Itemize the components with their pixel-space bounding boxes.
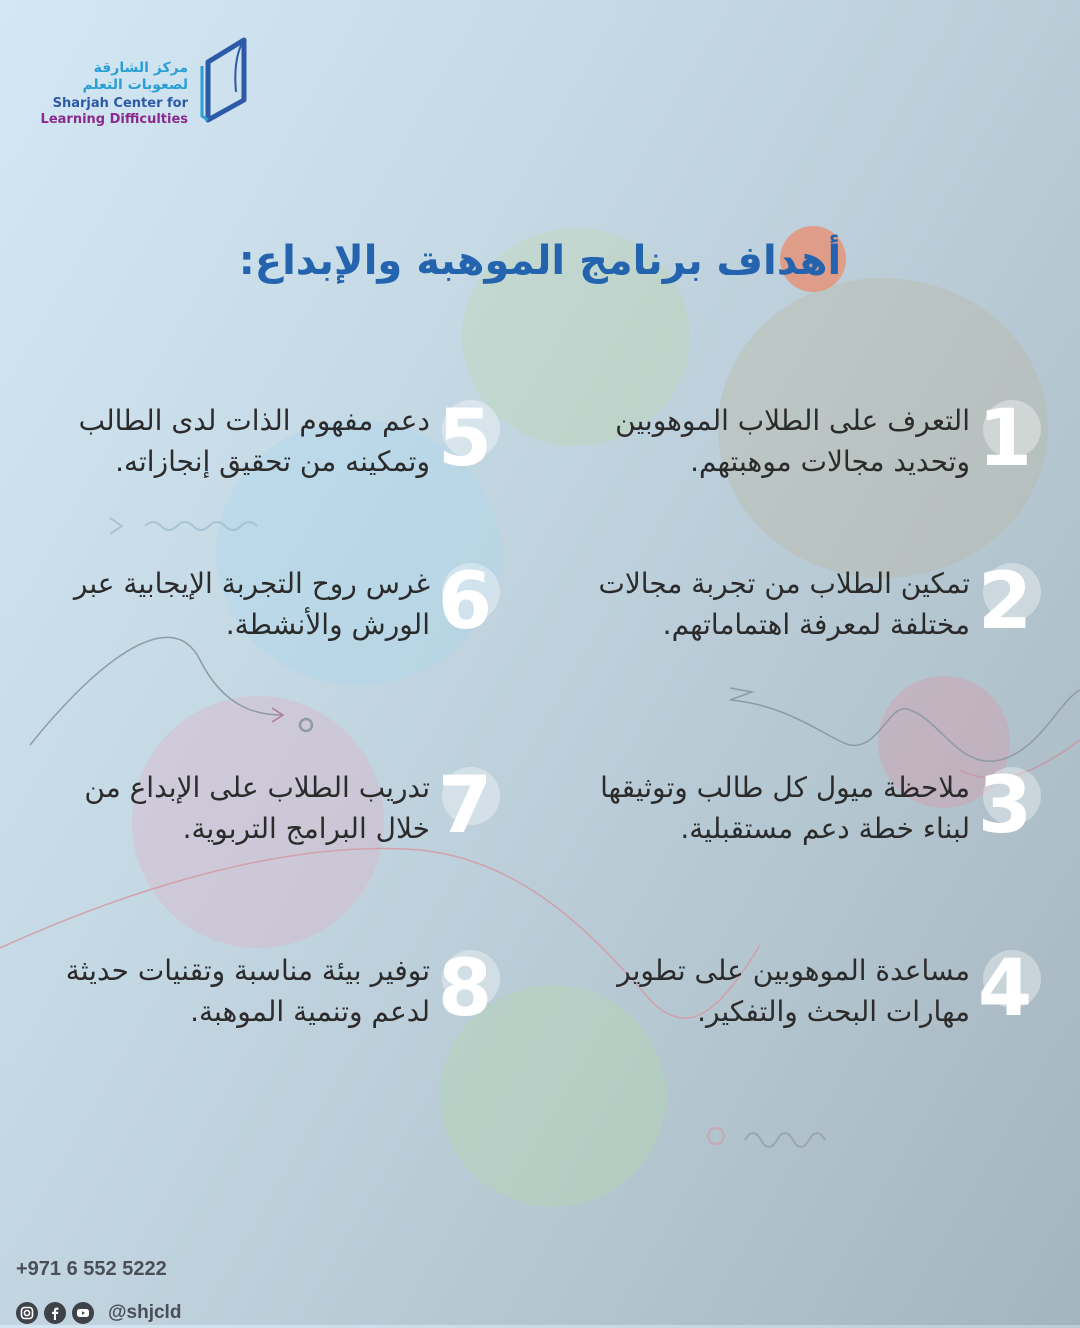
goal-text: ملاحظة ميول كل طالب وتوثيقها لبناء خطة دعم مستقبلية.: [600, 771, 970, 845]
goal-text: تدريب الطلاب على الإبداع من خلال البرامج التربوية.: [84, 771, 430, 845]
footer-phone[interactable]: +971 6 552 5222: [16, 1258, 167, 1280]
goal-text: توفير بيئة مناسبة وتقنيات حديثة لدعم وتنمية الموهبة.: [65, 954, 430, 1028]
page-title: أهداف برنامج الموهبة والإبداع:: [238, 238, 842, 284]
goal-item-8: [30, 944, 510, 1040]
goal-item-2: [560, 557, 1050, 653]
goal-number: 3: [977, 761, 1033, 851]
logo-arabic-line1: مركز الشارقة: [93, 60, 188, 76]
goal-item-7: [30, 761, 510, 857]
goal-number: 7: [437, 761, 493, 851]
goal-number: 8: [437, 944, 493, 1034]
goal-number: 4: [977, 944, 1033, 1034]
footer-social: [16, 1298, 181, 1328]
goal-number: 2: [977, 557, 1033, 647]
logo-arabic-line2: لصعوبات التعلم: [82, 77, 188, 93]
goal-item-4: [560, 944, 1050, 1040]
goal-text: تمكين الطلاب من تجربة مجالات مختلفة لمعرفة اهتماماتهم.: [598, 567, 970, 641]
goal-number: 5: [437, 394, 493, 484]
goal-text: دعم مفهوم الذات لدى الطالب وتمكينه من تحقيق إنجازاته.: [78, 404, 430, 478]
logo-english-text: [41, 96, 188, 128]
facebook-icon[interactable]: [44, 1302, 66, 1324]
logo-book-icon: [200, 32, 260, 132]
goal-text: التعرف على الطلاب الموهوبين وتحديد مجالات موهبتهم.: [615, 404, 970, 478]
goal-item-1: [560, 394, 1050, 490]
goal-item-6: [30, 557, 510, 653]
social-handle[interactable]: @shjcld: [108, 1302, 182, 1323]
logo-english-line1: Sharjah Center for: [52, 96, 188, 111]
goal-number: 1: [977, 394, 1033, 484]
logo-english-line2: Learning Difficulties: [40, 112, 188, 127]
goal-text: مساعدة الموهوبين على تطوير مهارات البحث والتفكير.: [617, 954, 970, 1028]
goal-number: 6: [437, 557, 493, 647]
youtube-icon[interactable]: [72, 1302, 94, 1324]
logo: [40, 30, 260, 140]
instagram-icon[interactable]: [16, 1302, 38, 1324]
goal-text: غرس روح التجربة الإيجابية عبر الورش والأنشطة.: [73, 567, 430, 641]
goal-item-5: [30, 394, 510, 490]
logo-arabic-text: [82, 60, 188, 94]
goal-item-3: [560, 761, 1050, 857]
